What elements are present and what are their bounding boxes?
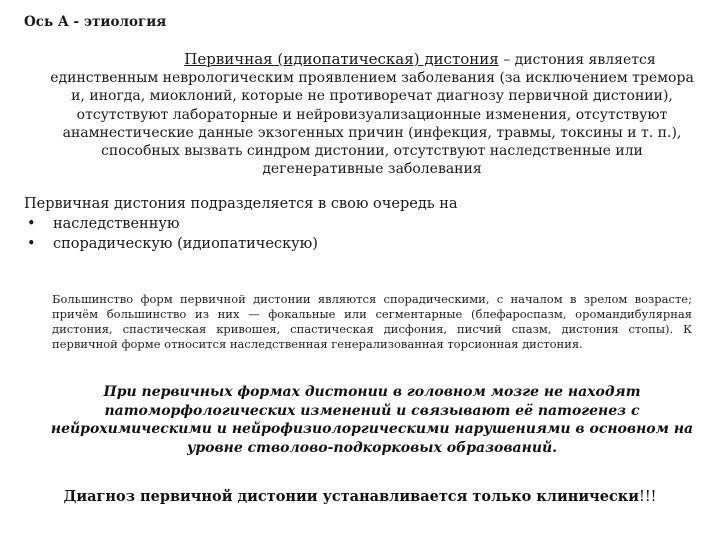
definition-paragraph <box>46 50 698 178</box>
classification-block <box>24 194 644 254</box>
diagnosis-statement <box>24 488 696 505</box>
classification-list <box>24 214 644 254</box>
section-heading: Ось А - этиология <box>24 14 167 30</box>
list-item <box>24 214 644 234</box>
bullet-icon: • <box>27 236 36 252</box>
definition-intro: – дистония является <box>498 52 656 68</box>
epidemiology-note: Большинство форм первичной дистонии являются спорадическими, с началом в зрелом возрасте; причём большинство из них — фокальные или сегментарные (блефароспазм, оромандибулярная дистония, спастическая кривошея, спастическая дисфония, писчий спазм, дистония стопы). К первичной форме относится наследственная генерализованная торсионная дистония. <box>52 292 692 351</box>
definition-term: Первичная (идиопатическая) дистония <box>184 50 499 68</box>
pathogenesis-paragraph: При первичных формах дистонии в головном мозге не находят патоморфологических изменений и связывают её патогенез с нейрохимическими и нейрофизиолоргическими нарушениями в основном на уровне стволово-подкорковых образований. <box>50 384 694 456</box>
definition-body: единственным неврологическим проявлением заболевания (за исключением тремора и, иногда, миоклоний, которые не противоречат диагнозу первичной дистонии), отсутствуют лабораторные и нейровизуализационные изменения, отсутствуют анамнестические данные экзогенных причин (инфекция, травмы, токсины и т. п.), способных вызвать синдром дистонии, отсутствуют наследственные или дегенеративные заболевания <box>50 70 694 178</box>
classification-intro: Первичная дистония подразделяется в свою очередь на <box>24 196 458 212</box>
diagnosis-text: Диагноз первичной дистонии устанавливается только клинически <box>63 488 640 505</box>
list-item <box>24 234 644 254</box>
bullet-icon: • <box>27 216 36 232</box>
definition-first-line <box>46 50 698 69</box>
diagnosis-exclamation: !!! <box>639 489 657 505</box>
list-item-text: спорадическую (идиопатическую) <box>53 236 318 252</box>
list-item-text: наследственную <box>53 216 180 232</box>
